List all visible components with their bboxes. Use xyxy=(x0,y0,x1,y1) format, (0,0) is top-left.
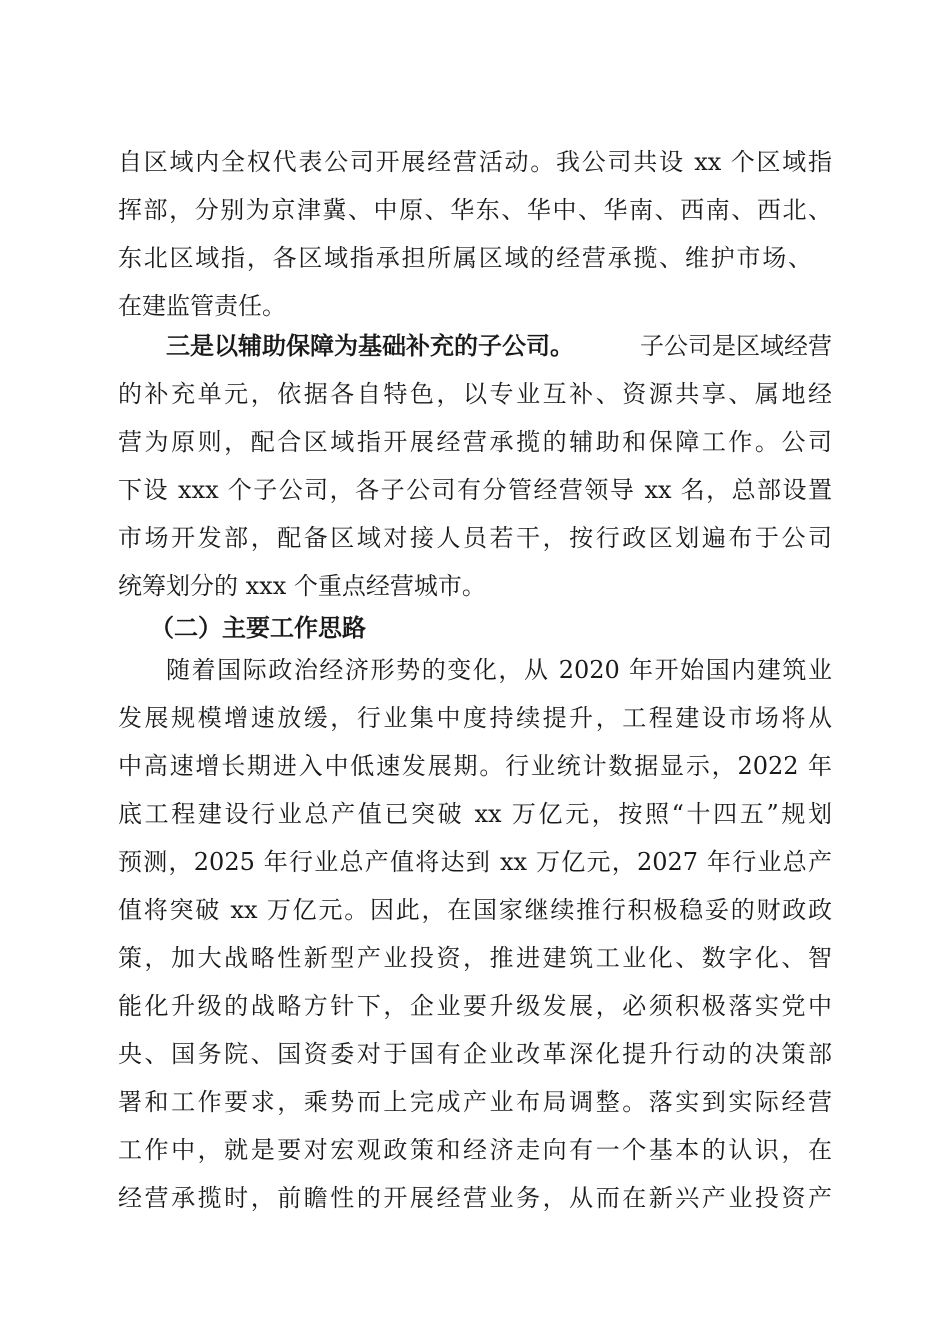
text-line: 署和工作要求，乘势而上完成产业布局调整。落实到实际经营 xyxy=(118,1088,832,1116)
text-line: 值将突破 xx 万亿元。因此，在国家继续推行积极稳妥的财政政 xyxy=(118,896,832,924)
text-line: 发展规模增速放缓，行业集中度持续提升，工程建设市场将从 xyxy=(118,704,832,732)
text-line: 策，加大战略性新型产业投资，推进建筑工业化、数字化、智 xyxy=(118,944,832,972)
text-line: 自区域内全权代表公司开展经营活动。我公司共设 xx 个区域指 xyxy=(118,148,832,176)
text-line: 预测，2025 年行业总产值将达到 xx 万亿元，2027 年行业总产 xyxy=(118,848,832,876)
text-line: 在建监管责任。 xyxy=(118,292,286,320)
text-line: 随着国际政治经济形势的变化，从 2020 年开始国内建筑业 xyxy=(166,656,832,684)
text-line: 央、国务院、国资委对于国有企业改革深化提升行动的决策部 xyxy=(118,1040,832,1068)
section-heading: （二）主要工作思路 xyxy=(150,613,366,642)
text-line: 市场开发部，配备区域对接人员若干，按行政区划遍布于公司 xyxy=(118,524,832,552)
text-line: 底工程建设行业总产值已突破 xx 万亿元，按照“十四五”规划 xyxy=(118,800,832,828)
text-run: 子公司是区域经营 xyxy=(640,332,832,360)
text-line: 的补充单元，依据各自特色，以专业互补、资源共享、属地经 xyxy=(118,380,832,408)
bold-heading-sentence: 三是以辅助保障为基础补充的子公司。 xyxy=(166,331,574,360)
text-line: 能化升级的战略方针下，企业要升级发展，必须积极落实党中 xyxy=(118,992,832,1020)
text-line: 统筹划分的 xxx 个重点经营城市。 xyxy=(118,572,486,600)
text-line: 挥部，分别为京津冀、中原、华东、华中、华南、西南、西北、 xyxy=(118,196,832,224)
text-line: 营为原则，配合区域指开展经营承揽的辅助和保障工作。公司 xyxy=(118,428,832,456)
text-line: 经营承揽时，前瞻性的开展经营业务，从而在新兴产业投资产 xyxy=(118,1184,832,1212)
paragraph-first-line xyxy=(166,322,832,370)
text-line: 下设 xxx 个子公司，各子公司有分管经营领导 xx 名，总部设置 xyxy=(118,476,832,504)
text-line: 工作中，就是要对宏观政策和经济走向有一个基本的认识，在 xyxy=(118,1136,832,1164)
text-line: 中高速增长期进入中低速发展期。行业统计数据显示，2022 年 xyxy=(118,752,832,780)
text-line: 东北区域指，各区域指承担所属区域的经营承揽、维护市场、 xyxy=(118,244,812,272)
